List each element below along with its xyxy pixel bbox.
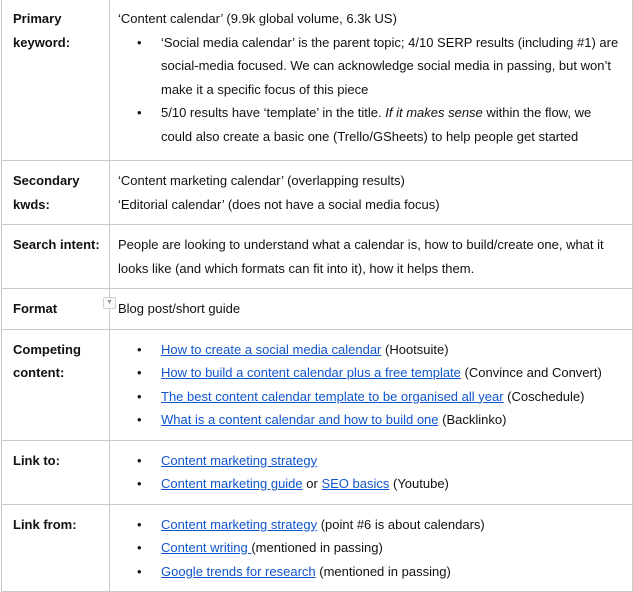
list-item: [118, 101, 622, 148]
source-note: (Backlinko): [438, 412, 507, 427]
list-item: [118, 472, 622, 496]
list-item: [118, 536, 622, 560]
note-text: within the flow, we could also create a basic one (Trello/GSheets) to help people get started: [161, 105, 592, 144]
internal-link[interactable]: Content marketing guide: [161, 476, 303, 491]
cell-label: [2, 0, 110, 161]
competitor-link[interactable]: The best content calendar template to be organised all year: [161, 388, 504, 404]
primary-keyword-text: ‘Content calendar’ (9.9k global volume, 6.3k US): [118, 11, 397, 26]
source-note: (Convince and Convert): [460, 365, 602, 380]
source-note: (mentioned in passing): [251, 540, 383, 555]
cell-content: [110, 329, 633, 440]
cell-content: [110, 161, 633, 225]
cell-content: [110, 0, 633, 161]
row-link-from: [2, 504, 633, 592]
label-secondary-keywords: [2, 161, 109, 216]
row-primary-keyword: [2, 0, 633, 161]
cell-label: [2, 440, 110, 504]
internal-link[interactable]: Content writing: [161, 540, 252, 555]
label-line: Secondary: [13, 173, 80, 188]
list-item: [118, 385, 622, 409]
list-item: [118, 513, 622, 537]
chevron-down-icon[interactable]: ▼: [103, 297, 116, 309]
cell-content: [110, 440, 633, 504]
cell-content: [110, 504, 633, 592]
row-format: [2, 289, 633, 330]
row-secondary-keywords: [2, 161, 633, 225]
source-note: (Youtube): [389, 476, 449, 491]
internal-link[interactable]: SEO basics: [321, 476, 390, 491]
connector-text: or: [302, 476, 322, 491]
note-emphasis: If it makes sense: [385, 105, 483, 120]
search-intent-text: People are looking to understand what a calendar is, how to build/create one, what it looks like (and which formats can fit into it), how it helps them.: [118, 237, 604, 276]
internal-link[interactable]: Content marketing strategy: [161, 516, 318, 532]
cell-label: [2, 329, 110, 440]
primary-keyword-notes: [118, 31, 622, 149]
cell-content: [110, 225, 633, 289]
list-item: [118, 560, 622, 584]
cell-label: [2, 289, 113, 330]
label-primary-keyword: [2, 0, 109, 54]
label-competing-content: [2, 330, 109, 385]
list-item: [118, 408, 622, 432]
row-link-to: [2, 440, 633, 504]
format-text: Blog post/short guide: [118, 301, 241, 316]
list-item: [118, 449, 622, 473]
label-line: kwds:: [13, 196, 50, 212]
label-format: [2, 289, 113, 321]
competitor-link[interactable]: How to create a social media calendar: [161, 341, 382, 357]
competing-content-list: [118, 338, 622, 432]
list-item: [118, 31, 622, 102]
note-text: ‘Social media calendar’ is the parent topic; 4/10 SERP results (including #1) are social-media focused. We can acknowledge social media in passing, but won’t make it a specific focus of this piece: [161, 34, 619, 97]
label-link-to: Link to:: [13, 452, 60, 468]
source-note: (mentioned in passing): [315, 563, 451, 579]
list-item: [118, 338, 622, 362]
source-note: (Hootsuite): [381, 341, 449, 357]
note-text: 5/10 results have ‘template’ in the title.: [161, 105, 386, 120]
content-brief-table: [1, 0, 633, 592]
label-line: keyword:: [13, 34, 71, 50]
label-line: content:: [13, 365, 65, 380]
row-search-intent: [2, 225, 633, 289]
link-to-list: [118, 449, 622, 496]
link-from-list: [118, 513, 622, 584]
list-item: [118, 361, 622, 385]
row-competing-content: [2, 329, 633, 440]
competitor-link[interactable]: What is a content calendar and how to build one: [161, 412, 439, 427]
label-line: Primary: [13, 11, 62, 26]
cell-label: [2, 504, 110, 592]
secondary-keyword: ‘Content marketing calendar’ (overlapping results): [118, 173, 405, 188]
label-link-from: Link from:: [13, 516, 77, 532]
source-note: (Coschedule): [503, 388, 585, 404]
competitor-link[interactable]: How to build a content calendar plus a free template: [161, 365, 461, 380]
internal-link[interactable]: Content marketing strategy: [161, 452, 318, 468]
cell-label: [2, 225, 110, 289]
label-line: Competing: [13, 341, 81, 357]
label-text: Format: [13, 301, 58, 316]
secondary-keyword: ‘Editorial calendar’ (does not have a social media focus): [118, 196, 440, 212]
cell-content: [110, 289, 633, 330]
internal-link[interactable]: Google trends for research: [161, 563, 316, 579]
label-search-intent: Search intent:: [13, 237, 100, 252]
source-note: (point #6 is about calendars): [317, 516, 485, 532]
cell-label: [2, 161, 110, 225]
